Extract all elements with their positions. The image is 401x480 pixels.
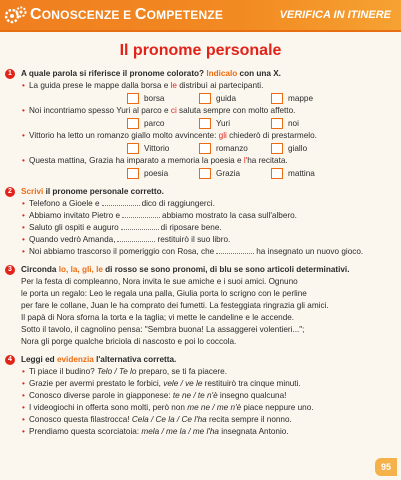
list-item: • Telefono a Gioele e dico di raggiungerci.	[21, 198, 392, 210]
checkbox[interactable]	[127, 143, 139, 154]
exercise-3	[8, 264, 392, 348]
checkbox[interactable]	[271, 118, 283, 129]
answer-options	[21, 142, 392, 155]
option-label: mappe	[288, 93, 314, 103]
checkbox[interactable]	[127, 118, 139, 129]
exercise-list	[8, 68, 392, 438]
exercise-number: 2	[5, 187, 15, 197]
option-label: borsa	[144, 93, 165, 103]
exercise-1	[8, 68, 392, 180]
option-label: Grazia	[216, 168, 241, 178]
option-label: giallo	[288, 143, 308, 153]
checkbox[interactable]	[199, 143, 211, 154]
passage-line: per fare le collane, Juan le ha comprato dei fumetti. La festeggiata ringrazia gli amici.	[21, 301, 329, 310]
checkbox[interactable]	[127, 93, 139, 104]
passage-line: Nora gli porge qualche briciola di nascosto e poi lo coccola.	[21, 337, 237, 346]
section-tag: VERIFICA IN ITINERE	[279, 9, 391, 21]
fill-in-blank[interactable]	[102, 198, 140, 206]
option-label: Vittorio	[144, 143, 170, 153]
option-label: guida	[216, 93, 237, 103]
checkbox[interactable]	[199, 93, 211, 104]
exercise-prompt: Scrivi il pronome personale corretto.	[21, 187, 164, 196]
list-item: • Saluto gli ospiti e auguro di riposare bene.	[21, 222, 392, 234]
list-item: • Noi incontriamo spesso Yuri al parco e ci saluta sempre con molto affetto.	[21, 105, 392, 117]
gears-logo-icon	[4, 5, 28, 25]
list-item: • La guida prese le mappe dalla borsa e le distribuì ai partecipanti.	[21, 80, 392, 92]
option-label: poesia	[144, 168, 169, 178]
option-label: noi	[288, 118, 299, 128]
exercise-number: 3	[5, 265, 15, 275]
fill-in-blank[interactable]	[122, 210, 160, 218]
header-bar	[0, 0, 401, 32]
exercise-number: 1	[5, 69, 15, 79]
fill-in-blank[interactable]	[117, 234, 155, 242]
checkbox[interactable]	[271, 168, 283, 179]
section-title: CONOSCENZE E COMPETENZE	[30, 6, 224, 23]
exercise-number: 4	[5, 355, 15, 365]
list-item: • Noi abbiamo trascorso il pomeriggio con Rosa, che ha insegnato un nuovo gioco.	[21, 246, 392, 258]
checkbox[interactable]	[199, 118, 211, 129]
passage-line: Sotto il tavolo, il cagnolino pensa: "Sembra buona! La assaggerei volentieri...";	[21, 325, 305, 334]
checkbox[interactable]	[127, 168, 139, 179]
list-item: • Questa mattina, Grazia ha imparato a memoria la poesia e l'ha recitata.	[21, 155, 392, 167]
answer-options	[21, 117, 392, 130]
passage-line: Il papà di Nora sforna la torta e la taglia; vi mette le candeline e le accende.	[21, 313, 295, 322]
list-item: • Quando vedrò Amanda, restituirò il suo libro.	[21, 234, 392, 246]
passage-text	[21, 276, 392, 348]
exercise-2	[8, 186, 392, 258]
list-item: • Grazie per avermi prestato le forbici, vele / ve le restituirò tra cinque minuti.	[21, 378, 392, 390]
exercise-prompt: Circonda lo, la, gli, le di rosso se sono pronomi, di blu se sono articoli determinativi.	[21, 265, 350, 274]
page-title: Il pronome personale	[119, 42, 282, 59]
list-item: • Conosco questa filastrocca! Cela / Ce la / Ce l'ha recita sempre il nonno.	[21, 414, 392, 426]
fill-in-blank[interactable]	[121, 222, 159, 230]
list-item: • Conosco diverse parole in giapponese: te ne / te n'è insegno qualcuna!	[21, 390, 392, 402]
passage-line: Per la festa di compleanno, Nora invita le sue amiche e i suoi amici. Ognuno	[21, 277, 298, 286]
list-item: • I videogiochi in offerta sono molti, però non me ne / me n'è piace neppure uno.	[21, 402, 392, 414]
checkbox[interactable]	[271, 143, 283, 154]
passage-line: le porta un regalo: Leo le regala una palla, Giulia porta lo scrigno con le perline	[21, 289, 307, 298]
option-label: romanzo	[216, 143, 248, 153]
option-label: mattina	[288, 168, 315, 178]
list-item: • Abbiamo invitato Pietro e abbiamo mostrato la casa sull'albero.	[21, 210, 392, 222]
list-item: • Prendiamo questa scorciatoia: mela / me la / me l'ha insegnata Antonio.	[21, 426, 392, 438]
checkbox[interactable]	[199, 168, 211, 179]
answer-options	[21, 167, 392, 180]
list-item: • Vittorio ha letto un romanzo giallo molto avvincente: gli chiederò di prestarmelo.	[21, 130, 392, 142]
exercise-prompt: Leggi ed evidenzia l'alternativa corretta.	[21, 355, 177, 364]
option-label: Yuri	[216, 118, 231, 128]
list-item: • Ti piace il budino? Telo / Te lo preparo, se ti fa piacere.	[21, 366, 392, 378]
exercise-4	[8, 354, 392, 438]
answer-options	[21, 92, 392, 105]
exercise-prompt: A quale parola si riferisce il pronome colorato? Indicalo con una X.	[21, 69, 281, 78]
checkbox[interactable]	[271, 93, 283, 104]
option-label: parco	[144, 118, 165, 128]
fill-in-blank[interactable]	[216, 246, 254, 254]
page-number: 95	[375, 458, 397, 476]
